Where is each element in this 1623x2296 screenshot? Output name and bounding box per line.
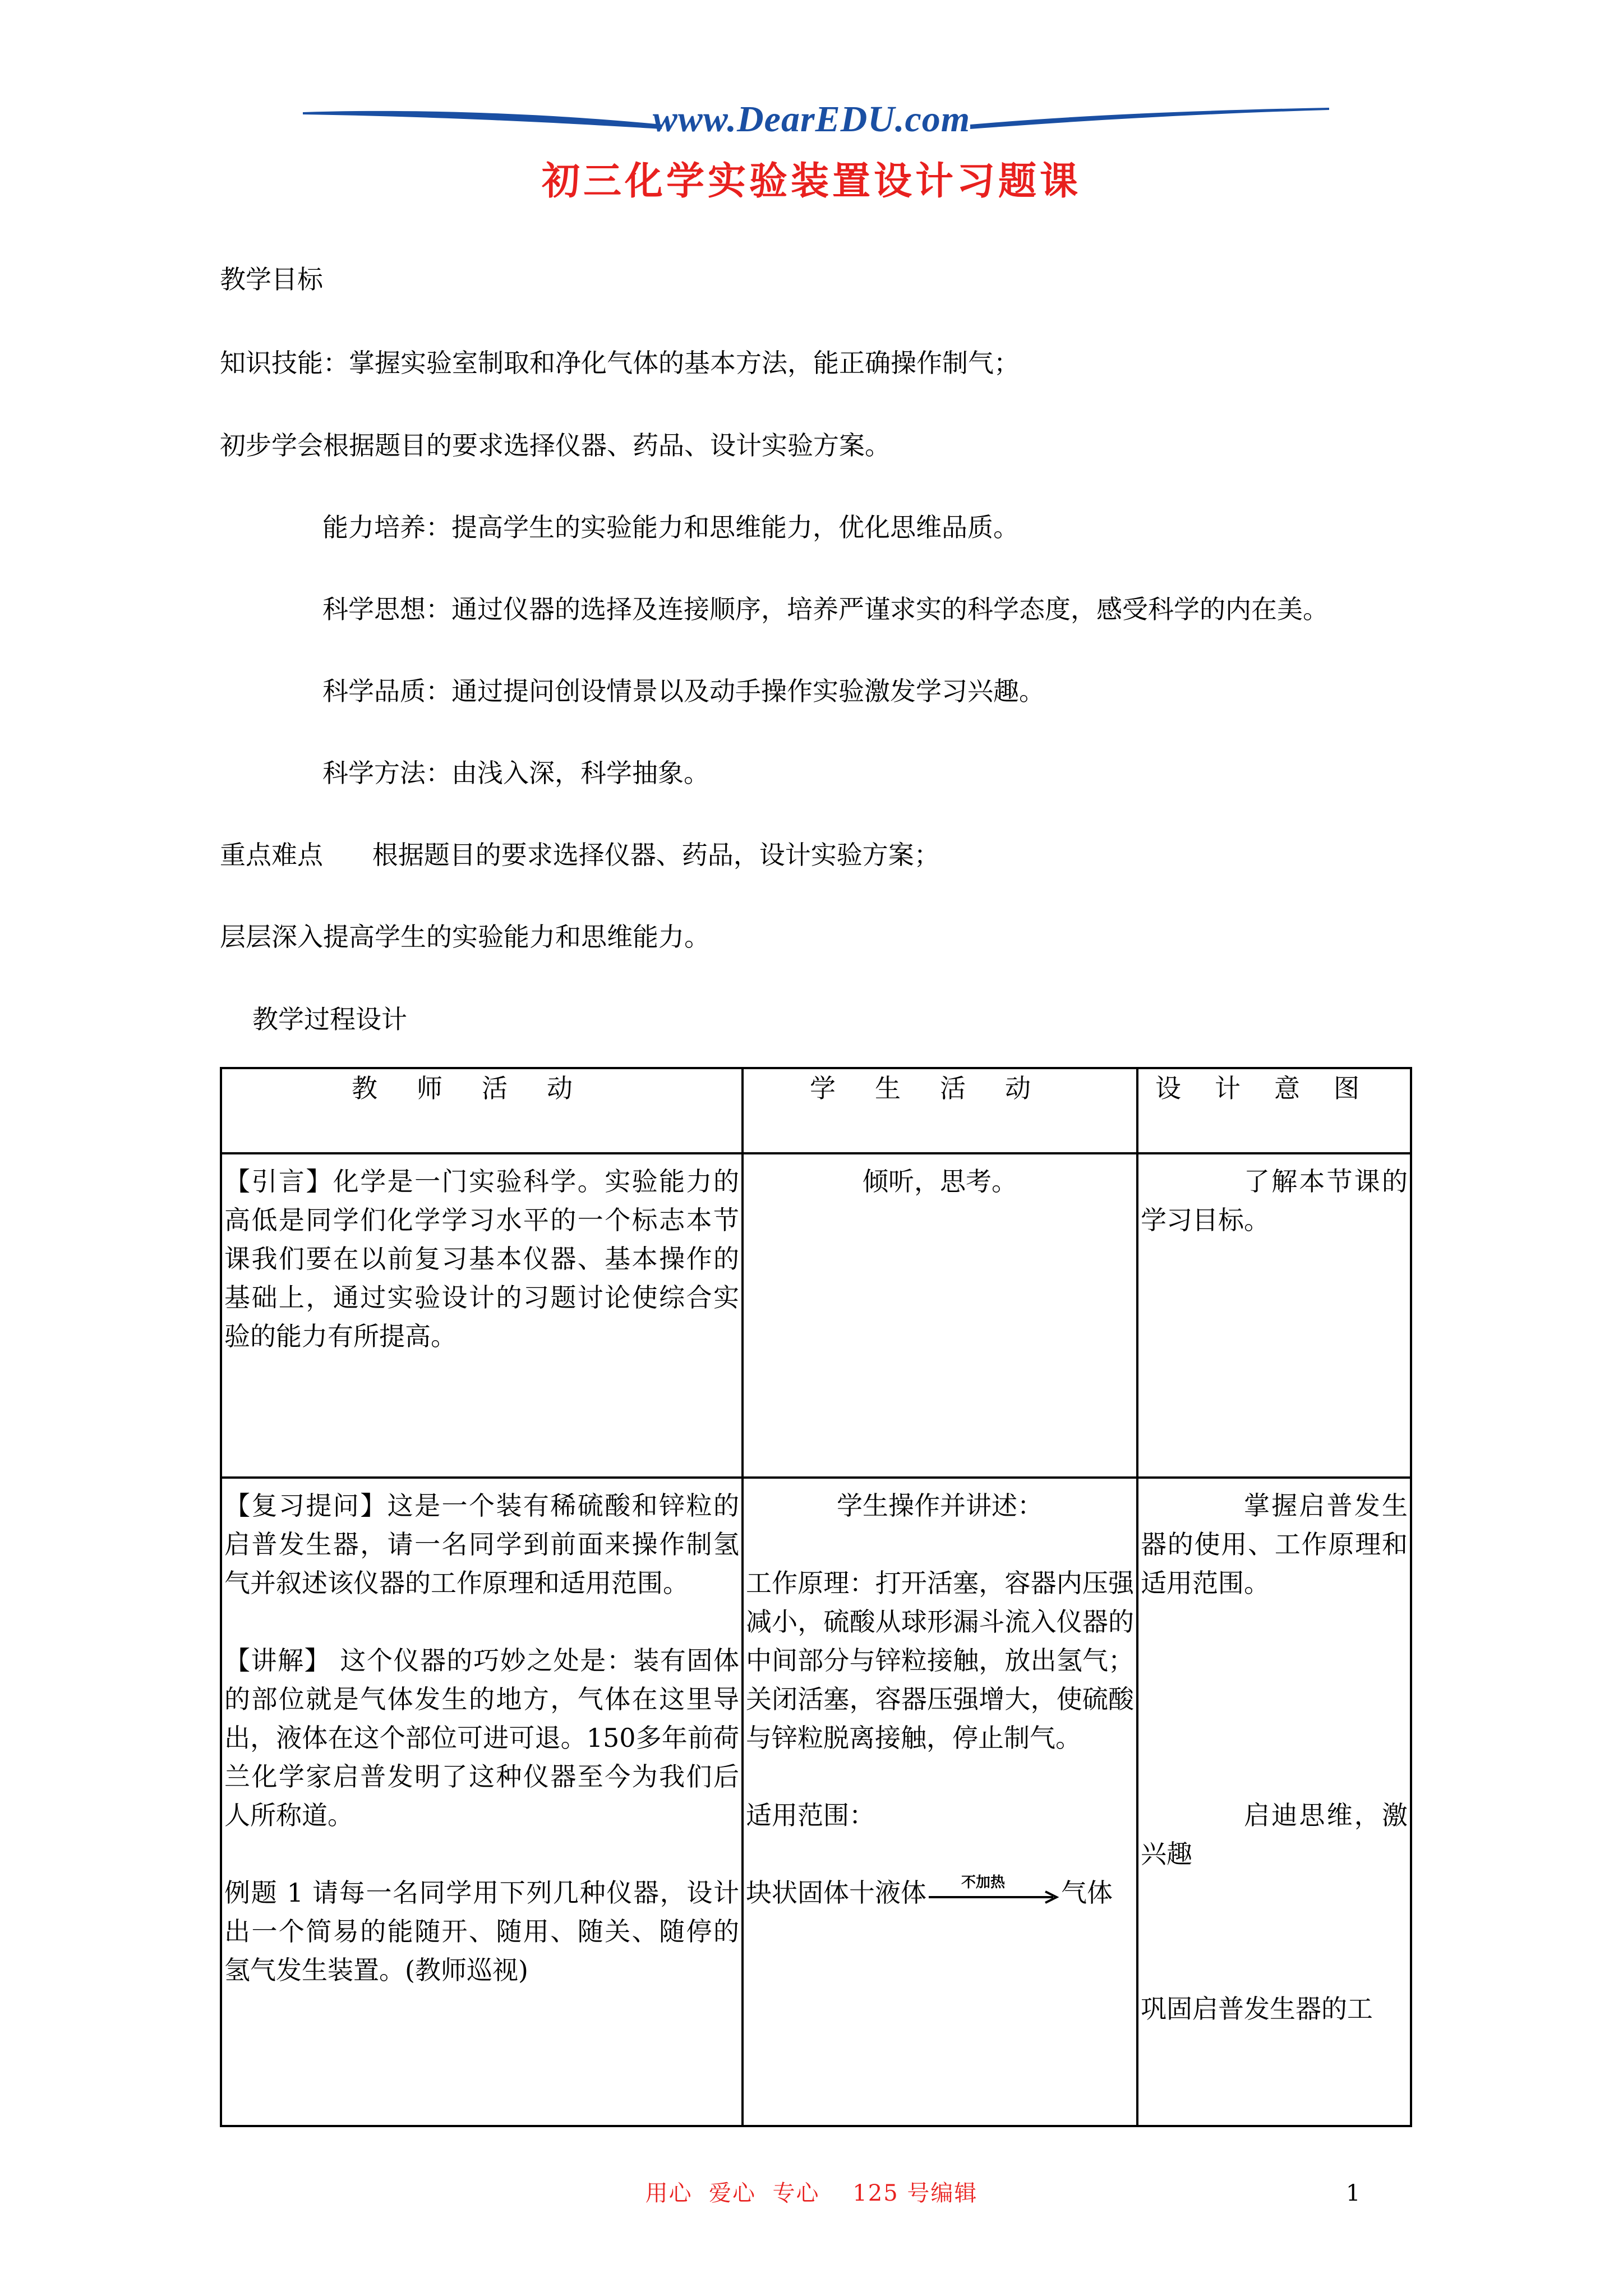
arrow-icon xyxy=(926,1874,1061,1912)
cell-student-review: 学生操作并讲述： 工作原理：打开活塞，容器内压强减小，硫酸从球形漏斗流入仪器的中间部分与锌粒接触，放出氢气；关闭活塞，容器压强增大，使硫酸与锌粒脱离接触，停止制气。 适用范围： 块状固体十液体 不加热 气体 xyxy=(743,1478,1137,2126)
para-keypoints: 重点难点 根据题目的要求选择仪器、药品，设计实验方案； xyxy=(220,840,940,870)
cell-intent-intro: 了解本节课的学习目标。 xyxy=(1137,1153,1411,1478)
header-teacher: 教师活动 xyxy=(221,1068,743,1153)
para-design: 初步学会根据题目的要求选择仪器、药品、设计实验方案。 xyxy=(220,430,891,461)
table-row xyxy=(221,1153,1411,1478)
para-quality: 科学品质：通过提问创设情景以及动手操作实验激发学习兴趣。 xyxy=(322,676,1045,706)
header-intent: 设计意图 xyxy=(1137,1068,1411,1153)
site-banner[interactable]: www.DearEDU.com xyxy=(652,99,971,140)
para-method: 科学方法：由浅入深，科学抽象。 xyxy=(322,758,709,788)
cell-intent-review: 掌握启普发生器的使用、工作原理和适用范围。 启迪思维，激兴趣 巩固启普发生器的工 xyxy=(1137,1478,1411,2126)
reaction-formula: 块状固体十液体 不加热 气体 xyxy=(746,1874,1134,1912)
page-title: 初三化学实验装置设计习题课 xyxy=(541,159,1081,204)
cell-teacher-review: 【复习提问】这是一个装有稀硫酸和锌粒的启普发生器，请一名同学到前面来操作制氢气并叙述该仪器的工作原理和适用范围。 【讲解】 这个仪器的巧妙之处是：装有固体的部位就是气体发生的地方，气体在这里导出，液体在这个部位可进可退。150多年前荷兰化学家启普发明了这种仪器至今为我们后人所称道。 例题 1 请每一名同学用下列几种仪器，设计出一个简易的能随开、随用、随关、随停的氢气发生装置。(教师巡视) xyxy=(221,1478,743,2126)
para-ability: 能力培养：提高学生的实验能力和思维能力，优化思维品质。 xyxy=(322,512,1019,542)
section-process: 教学过程设计 xyxy=(252,1004,407,1034)
para-deepen: 层层深入提高学生的实验能力和思维能力。 xyxy=(220,922,710,952)
para-knowledge: 知识技能：掌握实验室制取和净化气体的基本方法，能正确操作制气； xyxy=(220,348,1020,378)
para-thought: 科学思想：通过仪器的选择及连接顺序，培养严谨求实的科学态度，感受科学的内在美。 xyxy=(322,594,1329,624)
header-student: 学生活动 xyxy=(743,1068,1137,1153)
cell-teacher-intro: 【引言】化学是一门实验科学。实验能力的高低是同学们化学学习水平的一个标志本节课我们要在以前复习基本仪器、基本操作的基础上，通过实验设计的习题讨论使综合实验的能力有所提高。 xyxy=(221,1153,743,1478)
footer-note: 用心 爱心 专心 125 号编辑 xyxy=(645,2180,978,2206)
cell-student-intro: 倾听，思考。 xyxy=(743,1153,1137,1478)
table-header-row xyxy=(221,1068,1411,1153)
section-goals: 教学目标 xyxy=(220,264,323,295)
page-number: 1 xyxy=(1346,2180,1361,2206)
lesson-table xyxy=(220,1067,1412,2127)
arrow-condition: 不加热 xyxy=(961,1874,1006,1891)
table-row xyxy=(221,1478,1411,2126)
